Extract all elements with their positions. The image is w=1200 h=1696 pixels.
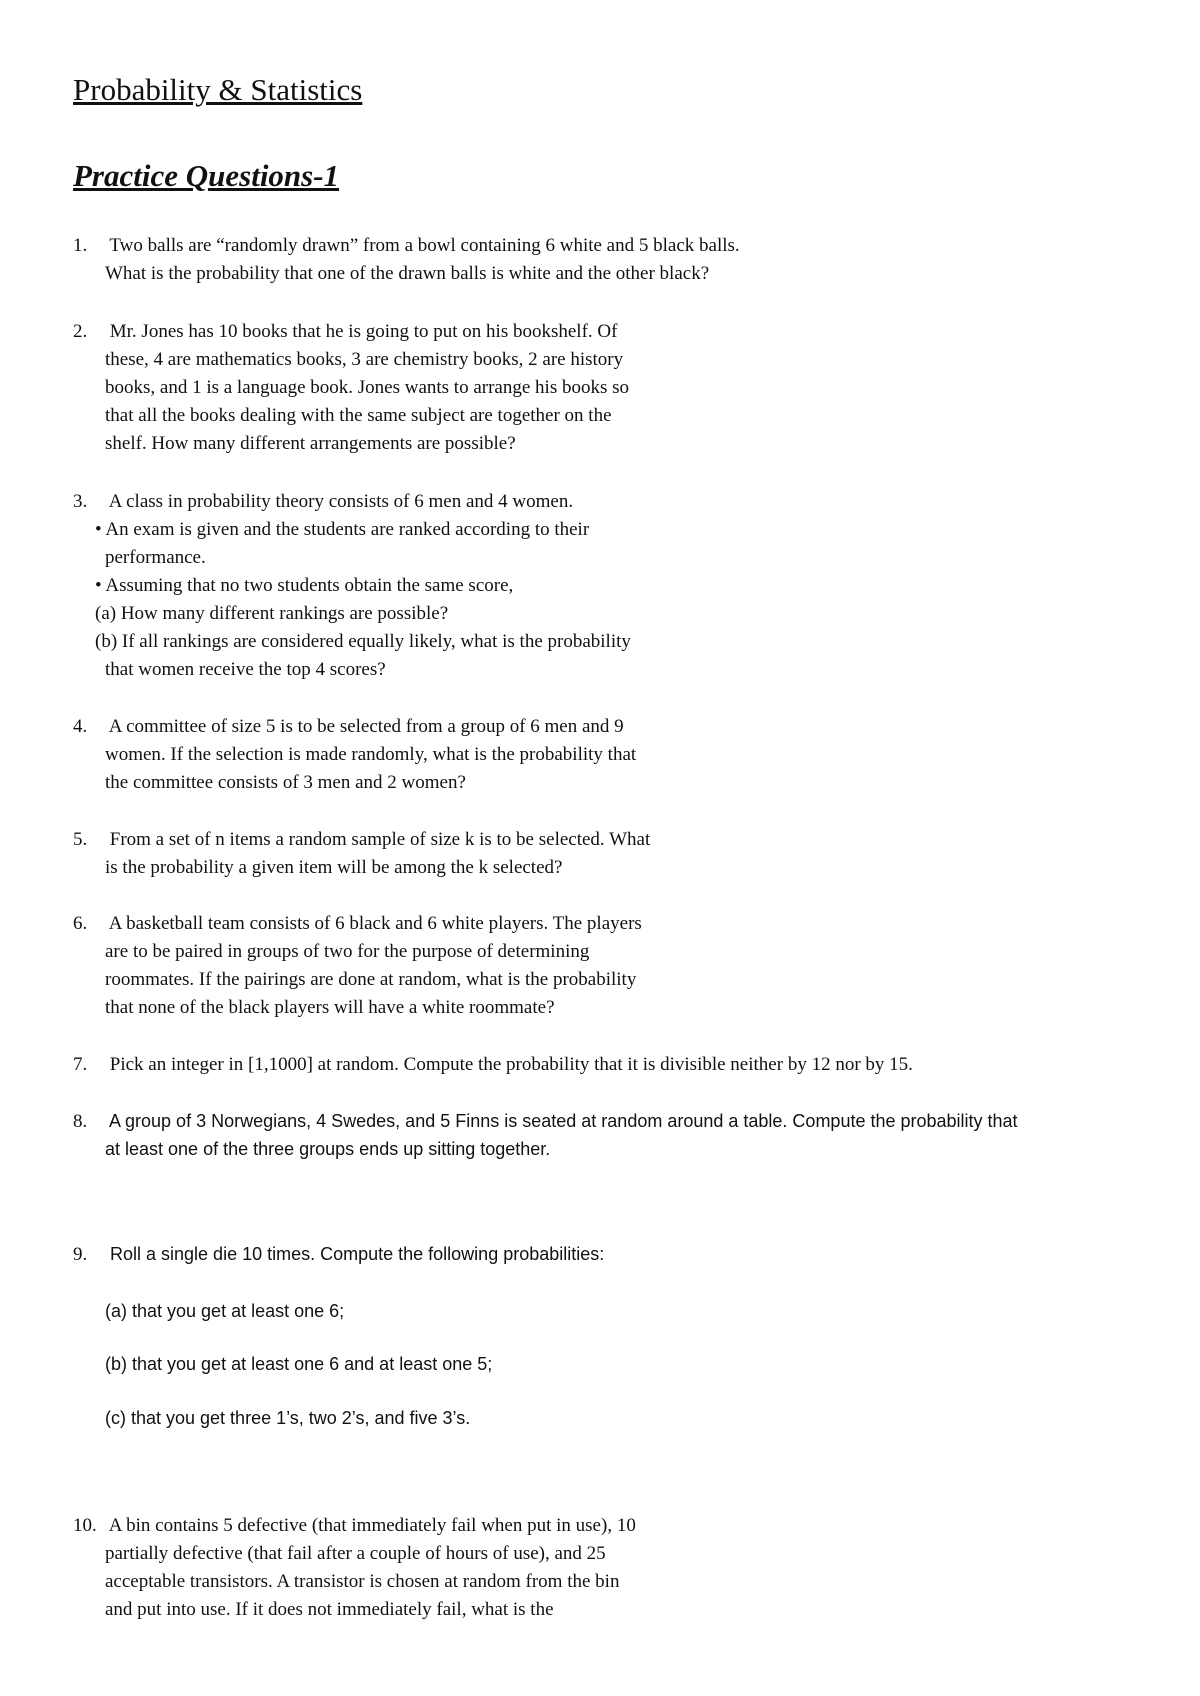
- sub-question-b: [73, 1350, 492, 1378]
- question-text: performance.: [105, 547, 206, 568]
- sub-question-a: [73, 1297, 344, 1325]
- question-text: Two balls are “randomly drawn” from a bowl containing 6 white and 5 black balls.: [105, 235, 740, 256]
- question-number: 3.: [73, 491, 88, 512]
- question-5: [73, 826, 650, 882]
- question-text: acceptable transistors. A transistor is chosen at random from the bin: [105, 1571, 620, 1592]
- question-number: 9.: [73, 1244, 88, 1265]
- sub-question-a: (a) How many different rankings are possible?: [95, 603, 449, 624]
- question-text: shelf. How many different arrangements are possible?: [105, 433, 516, 454]
- question-text: these, 4 are mathematics books, 3 are chemistry books, 2 are history: [105, 349, 624, 370]
- question-9: [73, 1240, 604, 1268]
- question-number: 10.: [73, 1515, 97, 1536]
- question-text: Roll a single die 10 times. Compute the following probabilities:: [105, 1244, 605, 1264]
- question-text: From a set of n items a random sample of size k is to be selected. What: [105, 829, 651, 850]
- question-text: A basketball team consists of 6 black and 6 white players. The players: [105, 913, 642, 934]
- question-text: that all the books dealing with the same subject are together on the: [105, 405, 612, 426]
- question-text: roommates. If the pairings are done at random, what is the probability: [105, 969, 637, 990]
- question-text: women. If the selection is made randomly, what is the probability that: [105, 744, 637, 765]
- question-number: 1.: [73, 235, 88, 256]
- question-text: are to be paired in groups of two for the purpose of determining: [105, 941, 590, 962]
- question-text: and put into use. If it does not immediately fail, what is the: [105, 1599, 554, 1620]
- question-6: [73, 910, 642, 1022]
- question-4: [73, 713, 636, 797]
- question-text: at least one of the three groups ends up sitting together.: [105, 1139, 551, 1159]
- question-1: [73, 232, 740, 288]
- question-2: [73, 318, 629, 458]
- question-7: [73, 1051, 913, 1079]
- question-text: A bin contains 5 defective (that immediately fail when put in use), 10: [105, 1515, 636, 1536]
- question-text: partially defective (that fail after a couple of hours of use), and 25: [105, 1543, 606, 1564]
- question-text: that women receive the top 4 scores?: [105, 659, 386, 680]
- sub-question-b: (b) If all rankings are considered equally likely, what is the probability: [95, 631, 631, 652]
- question-8: [73, 1107, 1018, 1163]
- question-text: is the probability a given item will be among the k selected?: [105, 857, 563, 878]
- document-subtitle: Practice Questions-1: [73, 158, 340, 193]
- question-text: that none of the black players will have a white roommate?: [105, 997, 555, 1018]
- question-text: What is the probability that one of the drawn balls is white and the other black?: [105, 263, 710, 284]
- question-text: Pick an integer in [1,1000] at random. Compute the probability that it is divisible neither by 12 nor by 15.: [105, 1054, 913, 1075]
- question-text: A committee of size 5 is to be selected from a group of 6 men and 9: [105, 716, 624, 737]
- question-text: A group of 3 Norwegians, 4 Swedes, and 5 Finns is seated at random around a table. Compute the probability that: [105, 1111, 1018, 1131]
- question-text: (c) that you get three 1’s, two 2’s, and five 3’s.: [105, 1408, 471, 1428]
- question-text: A class in probability theory consists of 6 men and 4 women.: [105, 491, 574, 512]
- question-number: 5.: [73, 829, 88, 850]
- question-3: [73, 488, 631, 684]
- question-text: the committee consists of 3 men and 2 women?: [105, 772, 466, 793]
- question-text: books, and 1 is a language book. Jones wants to arrange his books so: [105, 377, 630, 398]
- question-number: 6.: [73, 913, 88, 934]
- question-text: Mr. Jones has 10 books that he is going to put on his bookshelf. Of: [105, 321, 618, 342]
- question-number: 8.: [73, 1111, 88, 1132]
- question-text: (a) that you get at least one 6;: [105, 1301, 345, 1321]
- question-number: 7.: [73, 1054, 88, 1075]
- question-number: 4.: [73, 716, 88, 737]
- question-text: (b) that you get at least one 6 and at least one 5;: [105, 1354, 493, 1374]
- question-10: [73, 1512, 636, 1624]
- question-number: 2.: [73, 321, 88, 342]
- bullet-item: • An exam is given and the students are ranked according to their: [95, 519, 590, 540]
- bullet-item: • Assuming that no two students obtain the same score,: [95, 575, 514, 596]
- sub-question-c: [73, 1404, 470, 1432]
- document-title: Probability & Statistics: [73, 72, 363, 107]
